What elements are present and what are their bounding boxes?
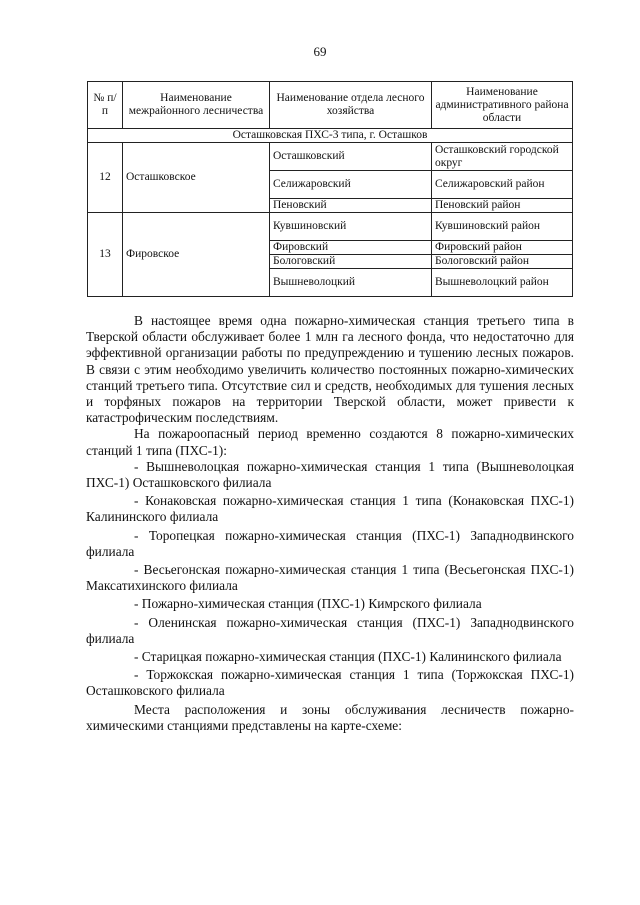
paragraph-intro: В настоящее время одна пожарно-химическая станция третьего типа в Тверской области обслуживает более 1 млн га лесного фонда, что недостаточно для эффективной организации работы по предупреждению и тушению лесных пожаров. В связи с этим необходимо увеличить количество постоянных пожарно-химических станций третьего типа. Отсутствие сил и средств, необходимых для тушения лесных и торфяных пожаров на территории Тверской области, может привести к катастрофическим последствиям. (86, 313, 574, 426)
section-row (88, 129, 573, 143)
row-admin: Фировский район (432, 241, 573, 255)
header-admin: Наименование административного района области (432, 82, 573, 129)
list-item: - Торжокская пожарно-химическая станция 1 типа (Торжокская ПХС-1) Осташковского филиала (86, 667, 574, 699)
row-department: Пеновский (270, 199, 432, 213)
row-district: Фировское (123, 213, 270, 297)
table-row (88, 213, 573, 241)
row-department: Осташковский (270, 143, 432, 171)
body-text (86, 313, 574, 734)
header-district: Наименование межрайонного лесничества (123, 82, 270, 129)
row-num: 13 (88, 213, 123, 297)
list-item: - Оленинская пожарно-химическая станция (ПХС-1) Западнодвинского филиала (86, 614, 574, 646)
row-admin: Вышневолоцкий район (432, 269, 573, 297)
table-row (88, 143, 573, 171)
list-item: - Пожарно-химическая станция (ПХС-1) Кимрского филиала (134, 596, 482, 612)
list-item: - Весьегонская пожарно-химическая станция 1 типа (Весьегонская ПХС-1) Максатихинского филиала (86, 562, 574, 594)
page-number: 69 (313, 44, 327, 59)
row-department: Бологовский (270, 255, 432, 269)
row-department: Селижаровский (270, 171, 432, 199)
section-title: Осташковская ПХС-3 типа, г. Осташков (88, 129, 573, 143)
row-admin: Пеновский район (432, 199, 573, 213)
row-department: Кувшиновский (270, 213, 432, 241)
row-district: Осташковское (123, 143, 270, 213)
list-item: - Конаковская пожарно-химическая станция 1 типа (Конаковская ПХС-1) Калининского филиала (86, 493, 574, 525)
row-admin: Бологовский район (432, 255, 573, 269)
list-item: - Торопецкая пожарно-химическая станция (ПХС-1) Западнодвинского филиала (86, 527, 574, 559)
row-num: 12 (88, 143, 123, 213)
list-item: - Старицкая пожарно-химическая станция (ПХС-1) Калининского филиала (134, 649, 562, 665)
row-department: Вышневолоцкий (270, 269, 432, 297)
forestry-table (87, 81, 573, 297)
row-admin: Осташковский городской округ (432, 143, 573, 171)
list-item: - Вышневолоцкая пожарно-химическая станция 1 типа (Вышневолоцкая ПХС-1) Осташковского филиала (86, 458, 574, 491)
row-admin: Селижаровский район (432, 171, 573, 199)
paragraph-map: Места расположения и зоны обслуживания лесничеств пожарно-химическими станциями представлены на карте-схеме: (86, 701, 574, 733)
row-admin: Кувшиновский район (432, 213, 573, 241)
header-department: Наименование отдела лесного хозяйства (270, 82, 432, 129)
row-department: Фировский (270, 241, 432, 255)
paragraph-stations-intro: На пожароопасный период временно создаются 8 пожарно-химических станций 1 типа (ПХС-1): (86, 426, 574, 458)
table-header-row (88, 82, 573, 129)
header-num: № п/п (88, 82, 123, 129)
